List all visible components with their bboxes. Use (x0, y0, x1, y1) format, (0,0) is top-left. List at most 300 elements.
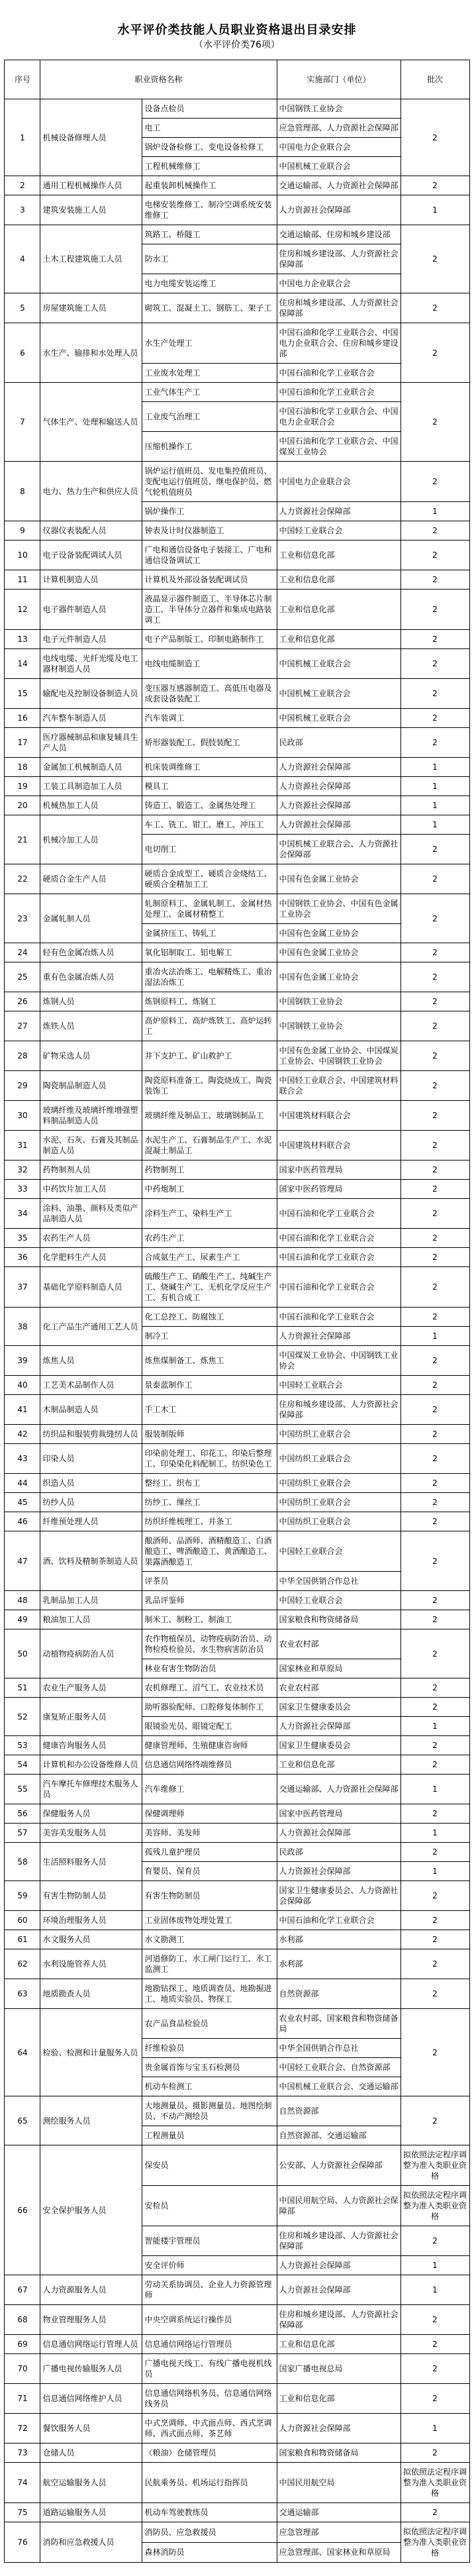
header-qualification-name: 职业资格名称 (40, 60, 277, 99)
qualification-name: 砌筑工、混凝土工、钢筋工、架子工 (142, 293, 277, 323)
row-number: 60 (5, 1911, 40, 1930)
batch-value: 2 (401, 2096, 469, 2145)
table-row (5, 1346, 469, 1376)
row-number: 44 (5, 1474, 40, 1493)
occupation-category: 地质勘查人员 (40, 1979, 142, 2009)
qualification-name: 硬质合金成型工、硬质合金烧结工、硬质合金精加工工 (142, 864, 277, 894)
implementing-department: 中华全国供销合作总社 (277, 2039, 401, 2058)
batch-value: 2 (401, 1346, 469, 1376)
batch-value: 2 (401, 1267, 469, 1308)
batch-value: 2 (401, 2335, 469, 2354)
occupation-category: 基础化学原料制造人员 (40, 1267, 142, 1308)
qualification-name: 大地测量员、摄影测量员、地图绘制员、不动产测绘员 (142, 2096, 277, 2126)
table-row (5, 709, 469, 728)
row-number: 73 (5, 2444, 40, 2463)
table-row (5, 521, 469, 541)
batch-value: 拟依照法定程序调整为准入类职业资格 (401, 2463, 469, 2503)
implementing-department: 国家粮食和物资储备局 (277, 1610, 401, 1629)
qualification-name: 农产品食品检验员 (142, 2009, 277, 2039)
implementing-department: 中国有色金属工业协会、中国煤炭工业协会、中国钢铁工业协会 (277, 1041, 401, 1071)
implementing-department: 中国纺织工业联合会 (277, 1425, 401, 1444)
implementing-department: 应急管理部、人力资源社会保障部 (277, 119, 401, 138)
occupation-category: 机械热加工人员 (40, 796, 142, 815)
qualification-name: 林业有害生物防治员 (142, 1659, 277, 1678)
implementing-department: 国家卫生健康委员会、人力资源社会保障部 (277, 1881, 401, 1911)
occupation-category: 水利设施管养人员 (40, 1949, 142, 1979)
qualification-name: 电切削工 (142, 835, 277, 864)
implementing-department: 中国钢铁工业协会 (277, 1011, 401, 1041)
qualification-name: 计算机及外部设备装配调试员 (142, 570, 277, 590)
qualification-name: 贵金属首饰与宝玉石检测员 (142, 2058, 277, 2077)
table-row (5, 1267, 469, 1308)
implementing-department: 人力资源社会保障部 (277, 195, 401, 225)
implementing-department: 中国钢铁工业协会 (277, 99, 401, 119)
qualification-name: 安全评价师 (142, 2256, 277, 2275)
occupation-category: 消防和应急救援人员 (40, 2522, 142, 2563)
row-number: 14 (5, 649, 40, 679)
implementing-department: 中国轻工业联合会 (277, 1376, 401, 1395)
implementing-department: 农业农村部 (277, 1678, 401, 1698)
row-number: 28 (5, 1041, 40, 1071)
row-number: 57 (5, 1824, 40, 1843)
implementing-department: 中国轻工业联合会 (277, 1591, 401, 1610)
qualification-name: 水文勘测工 (142, 1930, 277, 1949)
qualification-name: 筑路工、桥隧工 (142, 225, 277, 244)
implementing-department: 水利部 (277, 1949, 401, 1979)
implementing-department: 中国轻工业联合会、自然资源部 (277, 2058, 401, 2077)
implementing-department: 中国民用航空局 (277, 2463, 401, 2503)
qualification-name: 工业废水处理工 (142, 364, 277, 383)
qualification-name: 电子产品制版工、印制电路制作工 (142, 630, 277, 649)
row-number: 29 (5, 1071, 40, 1101)
batch-value: 2 (401, 2305, 469, 2335)
qualification-name: 工程测量员 (142, 2126, 277, 2145)
occupation-category: 建筑安装施工人员 (40, 195, 142, 225)
table-row (5, 2354, 469, 2384)
qualification-name: 变压器互感器制造工、高低压电器及成套设备装配工 (142, 679, 277, 709)
qualification-name: 美容师、美发师 (142, 1824, 277, 1843)
table-row (5, 1444, 469, 1474)
table-row (5, 2463, 469, 2503)
table-row (5, 1180, 469, 1199)
table-row (5, 1376, 469, 1395)
implementing-department: 国家林业和草原局 (277, 1659, 401, 1678)
batch-value: 2 (401, 1698, 469, 1717)
page-subtitle: （水平评价类76项） (194, 40, 280, 50)
batch-value: 1 (401, 502, 469, 521)
row-number: 43 (5, 1444, 40, 1474)
row-number: 72 (5, 2414, 40, 2444)
table-row (5, 1041, 469, 1071)
qualification-name: 服装制版师 (142, 1425, 277, 1444)
row-number: 24 (5, 943, 40, 962)
row-number: 15 (5, 679, 40, 709)
implementing-department: 住房和城乡建设部、人力资源社会保障部 (277, 293, 401, 323)
table-row (5, 1199, 469, 1229)
table-row (5, 728, 469, 758)
occupation-category: 仓储人员 (40, 2444, 142, 2463)
table-row (5, 1755, 469, 1775)
row-number: 36 (5, 1248, 40, 1267)
implementing-department: 自然资源部 (277, 1979, 401, 2009)
batch-value: 1 (401, 1775, 469, 1804)
batch-value: 2 (401, 1911, 469, 1930)
qualification-name: 农机修理工、沼气工、农业技术员 (142, 1678, 277, 1698)
table-row (5, 176, 469, 195)
implementing-department: 中国有色金属工业协会 (277, 924, 401, 943)
implementing-department: 中国石油和化学工业联合会 (277, 1911, 401, 1930)
occupation-category: 炼铁人员 (40, 1011, 142, 1041)
row-number: 49 (5, 1610, 40, 1629)
occupation-category: 环境治理服务人员 (40, 1911, 142, 1930)
implementing-department: 中国有色金属工业协会 (277, 962, 401, 992)
row-number: 35 (5, 1229, 40, 1248)
qualification-name: 机动车驾驶教练员 (142, 2503, 277, 2522)
batch-value: 2 (401, 1041, 469, 1071)
table-row (5, 1824, 469, 1843)
occupation-category: 电力、热力生产和供应人员 (40, 462, 142, 521)
occupation-category: 药物制剂人员 (40, 1160, 142, 1180)
batch-value: 1 (401, 758, 469, 777)
row-number: 23 (5, 894, 40, 943)
occupation-category: 餐饮服务人员 (40, 2414, 142, 2444)
batch-value: 1 (401, 1327, 469, 1346)
row-number: 37 (5, 1267, 40, 1308)
qualification-name: 保安员 (142, 2145, 277, 2186)
batch-value: 2 (401, 1531, 469, 1591)
batch-value: 2 (401, 1248, 469, 1267)
qualification-name: 纤维检验员 (142, 2039, 277, 2058)
implementing-department: 中国建筑材料联合会 (277, 1131, 401, 1160)
qualification-name: 河道修防工、水工闸门运行工、水工监测工 (142, 1949, 277, 1979)
table-row (5, 195, 469, 225)
header-batch: 批次 (401, 60, 469, 99)
occupation-category: 木制品制造人员 (40, 1395, 142, 1425)
qualification-name: 炼焦煤制备工、炼焦工 (142, 1346, 277, 1376)
occupation-category: 电子元件制造人员 (40, 630, 142, 649)
implementing-department: 国家中医药管理局 (277, 1804, 401, 1824)
row-number: 58 (5, 1843, 40, 1881)
implementing-department: 中国民用航空局、人力资源社会保障部 (277, 2186, 401, 2226)
occupation-category: 仪器仪表装配人员 (40, 521, 142, 541)
qualification-name: 纺织纤维梳理工、并条工 (142, 1512, 277, 1531)
qualification-name: 高炉原料工、高炉炼铁工、高炉运转工 (142, 1011, 277, 1041)
page-title: 水平评价类技能人员职业资格退出目录安排 (117, 23, 357, 37)
table-row (5, 1474, 469, 1493)
row-number: 18 (5, 758, 40, 777)
table-row (5, 570, 469, 590)
implementing-department: 中国纺织工业联合会 (277, 1474, 401, 1493)
row-number: 52 (5, 1698, 40, 1736)
implementing-department: 中华全国供销合作总社 (277, 1572, 401, 1591)
table-body (5, 99, 469, 2563)
qualification-exit-table (4, 60, 469, 2563)
qualification-name: 保健调理师 (142, 1804, 277, 1824)
implementing-department: 中国机械工业联合会、人力资源社会保障部 (277, 835, 401, 864)
occupation-category: 陶瓷制品制造人员 (40, 1071, 142, 1101)
row-number: 32 (5, 1160, 40, 1180)
qualification-name: 助听器验配师、口腔修复体制作工 (142, 1698, 277, 1717)
batch-value: 2 (401, 383, 469, 462)
occupation-category: 生活照料服务人员 (40, 1843, 142, 1881)
occupation-category: 安全保护服务人员 (40, 2145, 142, 2275)
batch-value: 2 (401, 1011, 469, 1041)
implementing-department: 应急管理部 (277, 2522, 401, 2543)
qualification-name: 中央空调系统运行操作员 (142, 2305, 277, 2335)
table-row (5, 2009, 469, 2039)
occupation-category: 美容美发服务人员 (40, 1824, 142, 1843)
implementing-department: 工业和信息化部 (277, 570, 401, 590)
batch-value: 2 (401, 521, 469, 541)
implementing-department: 公安部、人力资源社会保障部 (277, 2145, 401, 2186)
implementing-department: 国家卫生健康委员会 (277, 1736, 401, 1755)
row-number: 22 (5, 864, 40, 894)
implementing-department: 中国轻工业联合会、中国建筑材料联合会 (277, 1071, 401, 1101)
implementing-department: 中国石油和化学工业联合会、中国电力企业联合会、住房和城乡建设部 (277, 323, 401, 364)
implementing-department: 中国纺织工业联合会 (277, 1512, 401, 1531)
table-row (5, 541, 469, 570)
batch-value: 2 (401, 1881, 469, 1911)
qualification-name: 金属挤压工、铸轧工 (142, 924, 277, 943)
batch-value: 2 (401, 1610, 469, 1629)
table-row (5, 1229, 469, 1248)
batch-value: 2 (401, 1629, 469, 1678)
implementing-department: 中国石油和化学工业联合会、中国电力企业联合会 (277, 402, 401, 432)
qualification-name: 矫形器装配工、假肢装配工 (142, 728, 277, 758)
occupation-category: 工艺美术品制作人员 (40, 1376, 142, 1395)
qualification-name: 汽车维修工 (142, 1775, 277, 1804)
occupation-category: 机械设备修理人员 (40, 99, 142, 176)
batch-value: 1 (401, 2414, 469, 2444)
qualification-name: 评茶员 (142, 1572, 277, 1591)
table-row (5, 649, 469, 679)
row-number: 41 (5, 1395, 40, 1425)
batch-value: 1 (401, 195, 469, 225)
qualification-name: 孤残儿童护理员 (142, 1843, 277, 1862)
qualification-name: 信息通信网络机务员、信息通信网络线务员 (142, 2384, 277, 2414)
batch-value: 1 (401, 815, 469, 835)
table-row (5, 1678, 469, 1698)
batch-value: 2 (401, 679, 469, 709)
qualification-name: 有害生物防制员 (142, 1881, 277, 1911)
batch-value: 2 (401, 1180, 469, 1199)
table-row (5, 462, 469, 502)
batch-value: 1 (401, 796, 469, 815)
qualification-name: 酿酒师、品酒师、酒精酿造工、白酒酿造工、啤酒酿造工、黄酒酿造工、果露酒酿造工 (142, 1531, 277, 1572)
row-number: 40 (5, 1376, 40, 1395)
implementing-department: 中国煤炭工业协会、中国钢铁工业协会 (277, 1346, 401, 1376)
batch-value: 拟依照法定程序调整为准入类职业资格 (401, 2186, 469, 2226)
table-row (5, 2335, 469, 2354)
table-row (5, 1979, 469, 2009)
occupation-category: 炼焦人员 (40, 1346, 142, 1376)
row-number: 33 (5, 1180, 40, 1199)
qualification-name: 信息通信网络终端维修员 (142, 1755, 277, 1775)
row-number: 74 (5, 2463, 40, 2503)
implementing-department: 人力资源社会保障部 (277, 796, 401, 815)
qualification-name: 工业废气治理工 (142, 402, 277, 432)
occupation-category: 动植物疫病防治人员 (40, 1629, 142, 1678)
row-number: 71 (5, 2384, 40, 2414)
table-row (5, 225, 469, 244)
batch-value: 2 (401, 1591, 469, 1610)
occupation-category: 道路运输服务人员 (40, 2503, 142, 2522)
occupation-category: 物业管理服务人员 (40, 2305, 142, 2335)
table-row (5, 1949, 469, 1979)
implementing-department: 中国机械工业联合会、交通运输部 (277, 2077, 401, 2096)
row-number: 11 (5, 570, 40, 590)
batch-value: 2 (401, 323, 469, 383)
qualification-name: 广电和通信设备电子装接工、广电和通信设备调试工 (142, 541, 277, 570)
batch-value: 2 (401, 728, 469, 758)
qualification-name: 工程机械维修工 (142, 157, 277, 176)
row-number: 25 (5, 962, 40, 992)
batch-value: 2 (401, 225, 469, 293)
batch-value: 2 (401, 1678, 469, 1698)
row-number: 39 (5, 1346, 40, 1376)
batch-value: 2 (401, 992, 469, 1011)
implementing-department: 工业和信息化部 (277, 1755, 401, 1775)
occupation-category: 纺织品和服装剪裁缝纫人员 (40, 1425, 142, 1444)
row-number: 17 (5, 728, 40, 758)
header-row (5, 60, 469, 99)
table-row (5, 992, 469, 1011)
qualification-name: 安检员 (142, 2186, 277, 2226)
occupation-category: 计算机和办公设备维修人员 (40, 1755, 142, 1775)
row-number: 46 (5, 1512, 40, 1531)
qualification-name: 手工木工 (142, 1395, 277, 1425)
qualification-name: 氧化铝制取工、铝电解工 (142, 943, 277, 962)
row-number: 63 (5, 1979, 40, 2009)
table-row (5, 2444, 469, 2463)
batch-value: 2 (401, 1493, 469, 1512)
row-number: 16 (5, 709, 40, 728)
qualification-name: 铸造工、锻造工、金属热处理工 (142, 796, 277, 815)
implementing-department: 中国石油和化学工业联合会 (277, 364, 401, 383)
qualification-name: 森林消防员 (142, 2542, 277, 2563)
implementing-department: 中国石油和化学工业联合会 (277, 1248, 401, 1267)
batch-value: 2 (401, 1071, 469, 1101)
occupation-category: 纺纱人员 (40, 1493, 142, 1512)
implementing-department: 交通运输部 (277, 2503, 401, 2522)
table-row (5, 1131, 469, 1160)
occupation-category: 重有色金属冶炼人员 (40, 962, 142, 992)
qualification-name: 中式烹调师、中式面点师、西式烹调师、西式面点师、茶艺师 (142, 2414, 277, 2444)
row-number: 10 (5, 541, 40, 570)
batch-value: 2 (401, 2384, 469, 2414)
occupation-category: 医疗器械制品和康复辅具生产人员 (40, 728, 142, 758)
batch-value: 2 (401, 1843, 469, 1862)
qualification-name: 模具工 (142, 777, 277, 796)
implementing-department: 人力资源社会保障部 (277, 2256, 401, 2275)
occupation-category: 农药生产人员 (40, 1229, 142, 1248)
batch-value: 2 (401, 1804, 469, 1824)
implementing-department: 工业和信息化部 (277, 590, 401, 630)
row-number: 5 (5, 293, 40, 323)
batch-value: 2 (401, 894, 469, 943)
implementing-department: 人力资源社会保障部 (277, 1862, 401, 1881)
batch-value: 拟依照法定程序调整为准入类职业资格 (401, 2145, 469, 2186)
table-row (5, 1493, 469, 1512)
occupation-category: 水泥、石灰、石膏及其制品制造人员 (40, 1131, 142, 1160)
qualification-name: 育婴员、保育员 (142, 1862, 277, 1881)
row-number: 27 (5, 1011, 40, 1041)
occupation-category: 电线电缆、光纤光缆及电工器材制造人员 (40, 649, 142, 679)
table-row (5, 2305, 469, 2335)
implementing-department: 中国机械工业联合会 (277, 709, 401, 728)
batch-value: 2 (401, 2009, 469, 2096)
row-number: 6 (5, 323, 40, 383)
occupation-category: 中药饮片加工人员 (40, 1180, 142, 1199)
implementing-department: 交通运输部、住房和城乡建设部 (277, 225, 401, 244)
implementing-department: 中国钢铁工业协会、中国有色金属工业协会 (277, 894, 401, 924)
batch-value: 2 (401, 864, 469, 894)
qualification-name: 井下支护工、矿山救护工 (142, 1041, 277, 1071)
row-number: 20 (5, 796, 40, 815)
batch-value: 2 (401, 2444, 469, 2463)
table-row (5, 679, 469, 709)
row-number: 19 (5, 777, 40, 796)
table-row (5, 1591, 469, 1610)
row-number: 62 (5, 1949, 40, 1979)
row-number: 53 (5, 1736, 40, 1755)
table-row (5, 2145, 469, 2186)
table-row (5, 1629, 469, 1659)
table-row (5, 1610, 469, 1629)
implementing-department: 中国有色金属工业协会 (277, 943, 401, 962)
implementing-department: 中国电力企业联合会 (277, 462, 401, 502)
row-number: 42 (5, 1425, 40, 1444)
batch-value: 1 (401, 2275, 469, 2305)
implementing-department: 中国有色金属工业协会 (277, 864, 401, 894)
table-row (5, 1881, 469, 1911)
qualification-name: 制米工、制粉工、制油工 (142, 1610, 277, 1629)
table-row (5, 943, 469, 962)
implementing-department: 交通运输部、人力资源社会保障部 (277, 176, 401, 195)
occupation-category: 健康咨询服务人员 (40, 1736, 142, 1755)
implementing-department: 应急管理部、国家林业和草原局 (277, 2542, 401, 2563)
implementing-department: 中国纺织工业联合会 (277, 1493, 401, 1512)
batch-value: 2 (401, 1308, 469, 1327)
batch-value: 2 (401, 570, 469, 590)
implementing-department: 交通运输部、人力资源社会保障部 (277, 1775, 401, 1804)
occupation-category: 土木工程建筑施工人员 (40, 225, 142, 293)
implementing-department: 国家广播电视总局 (277, 2354, 401, 2384)
occupation-category: 电子器件制造人员 (40, 590, 142, 630)
batch-value: 2 (401, 176, 469, 195)
qualification-name: 广播电视天线工、有线广播电视机线员 (142, 2354, 277, 2384)
occupation-category: 硬质合金生产人员 (40, 864, 142, 894)
occupation-category: 化工产品生产通用工艺人员 (40, 1308, 142, 1346)
table-row (5, 323, 469, 364)
occupation-category: 信息通信网络运行管理人员 (40, 2335, 142, 2354)
occupation-category: 乳制品加工人员 (40, 1591, 142, 1610)
qualification-name: （粮油）仓储管理员 (142, 2444, 277, 2463)
qualification-name: 液晶显示器件制造工、半导体芯片制造工、半导体分立器件和集成电路装调工 (142, 590, 277, 630)
qualification-name: 压缩机操作工 (142, 432, 277, 462)
batch-value: 2 (401, 1199, 469, 1229)
batch-value: 2 (401, 462, 469, 502)
qualification-name: 工业固体废物处理处置工 (142, 1911, 277, 1930)
table-row (5, 1930, 469, 1949)
occupation-category: 航空运输服务人员 (40, 2463, 142, 2503)
implementing-department: 中国建筑材料联合会 (277, 1101, 401, 1131)
batch-value: 2 (401, 1444, 469, 1474)
table-row (5, 1071, 469, 1101)
qualification-name: 劳动关系协调员、企业人力资源管理师 (142, 2275, 277, 2305)
occupation-category: 涂料、油墨、颜料及类似产品制造人员 (40, 1199, 142, 1229)
implementing-department: 工业和信息化部 (277, 541, 401, 570)
